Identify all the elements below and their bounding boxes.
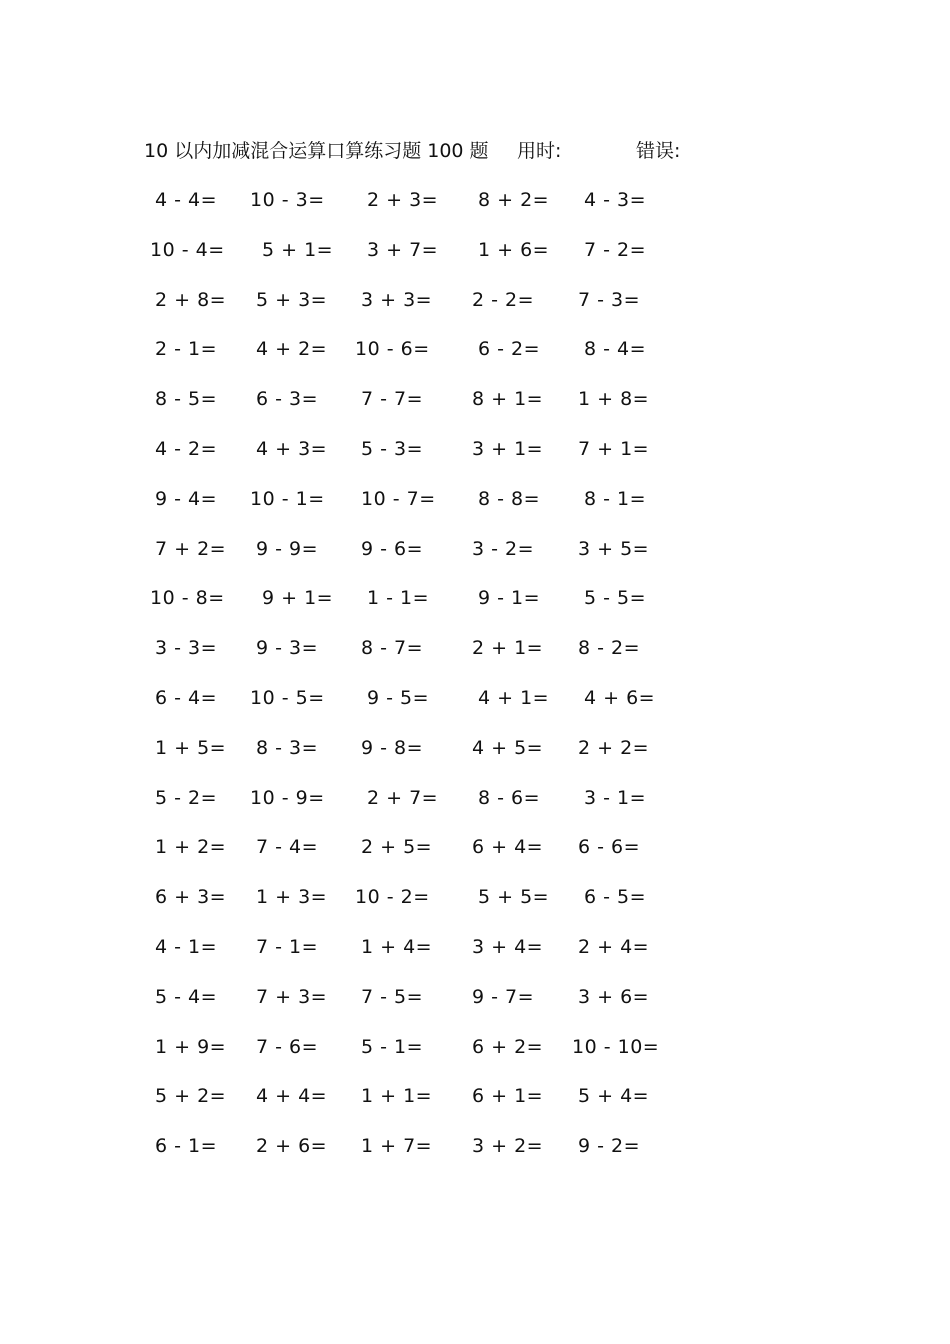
- problem-item: 4 + 4=: [256, 1085, 328, 1108]
- problem-item: 5 - 5=: [584, 587, 647, 610]
- problem-row: [0, 235, 950, 285]
- problem-item: 9 - 8=: [361, 736, 424, 759]
- problem-item: 1 + 3=: [256, 886, 328, 909]
- problem-grid: [0, 185, 950, 1181]
- problem-item: 6 + 4=: [472, 836, 544, 859]
- problem-item: 6 - 1=: [155, 1135, 218, 1158]
- problem-item: 8 - 2=: [578, 637, 641, 660]
- problem-item: 4 + 3=: [256, 437, 328, 460]
- problem-item: 4 + 2=: [256, 338, 328, 361]
- problem-item: 1 + 4=: [361, 935, 433, 958]
- problem-item: 7 + 2=: [155, 537, 227, 560]
- problem-item: 2 + 1=: [472, 637, 544, 660]
- problem-item: 2 + 8=: [155, 288, 227, 311]
- problem-item: 7 + 3=: [256, 985, 328, 1008]
- problem-item: 7 - 3=: [578, 288, 641, 311]
- problem-item: 7 + 1=: [578, 437, 650, 460]
- problem-item: 9 - 2=: [578, 1135, 641, 1158]
- problem-item: 1 + 2=: [155, 836, 227, 859]
- problem-row: [0, 783, 950, 833]
- problem-item: 3 - 1=: [584, 786, 647, 809]
- problem-item: 2 - 1=: [155, 338, 218, 361]
- problem-item: 3 - 3=: [155, 637, 218, 660]
- problem-item: 7 - 2=: [584, 238, 647, 261]
- problem-row: [0, 434, 950, 484]
- problem-item: 8 + 2=: [478, 189, 550, 211]
- problem-item: 4 - 2=: [155, 437, 218, 460]
- problem-item: 8 - 5=: [155, 388, 218, 411]
- problem-item: 1 + 6=: [478, 238, 550, 261]
- problem-item: 5 - 2=: [155, 786, 218, 809]
- problem-item: 1 + 8=: [578, 388, 650, 411]
- problem-item: 1 + 7=: [361, 1135, 433, 1158]
- problem-item: 3 + 6=: [578, 985, 650, 1008]
- problem-item: 1 + 9=: [155, 1035, 227, 1058]
- problem-item: 5 - 4=: [155, 985, 218, 1008]
- problem-item: 1 + 5=: [155, 736, 227, 759]
- problem-item: 8 - 3=: [256, 736, 319, 759]
- problem-row: [0, 982, 950, 1032]
- problem-row: [0, 285, 950, 335]
- problem-item: 4 - 3=: [584, 189, 647, 211]
- problem-item: 7 - 7=: [361, 388, 424, 411]
- problem-row: [0, 882, 950, 932]
- problem-row: [0, 683, 950, 733]
- problem-item: 3 + 7=: [367, 238, 439, 261]
- problem-item: 2 + 3=: [367, 189, 439, 211]
- problem-item: 10 - 7=: [361, 487, 436, 510]
- time-used-label: 用时:: [517, 140, 562, 162]
- problem-item: 5 + 3=: [256, 288, 328, 311]
- problem-item: 6 - 2=: [478, 338, 541, 361]
- problem-item: 6 + 1=: [472, 1085, 544, 1108]
- problem-item: 4 - 4=: [155, 189, 218, 211]
- problem-row: [0, 1131, 950, 1181]
- problem-row: [0, 832, 950, 882]
- problem-item: 6 + 2=: [472, 1035, 544, 1058]
- problem-item: 8 - 1=: [584, 487, 647, 510]
- problem-item: 9 + 1=: [262, 587, 334, 610]
- problem-item: 5 - 3=: [361, 437, 424, 460]
- problem-item: 1 + 1=: [361, 1085, 433, 1108]
- problem-item: 9 - 5=: [367, 686, 430, 709]
- problem-row: [0, 733, 950, 783]
- problem-item: 4 + 6=: [584, 686, 656, 709]
- problem-item: 10 - 1=: [250, 487, 325, 510]
- problem-item: 3 + 3=: [361, 288, 433, 311]
- problem-item: 6 - 5=: [584, 886, 647, 909]
- problem-item: 10 - 6=: [355, 338, 430, 361]
- problem-item: 8 - 4=: [584, 338, 647, 361]
- problem-row: [0, 1032, 950, 1082]
- problem-item: 6 - 6=: [578, 836, 641, 859]
- problem-item: 2 + 2=: [578, 736, 650, 759]
- problem-row: [0, 583, 950, 633]
- problem-item: 3 + 2=: [472, 1135, 544, 1158]
- problem-item: 5 + 1=: [262, 238, 334, 261]
- problem-item: 7 - 5=: [361, 985, 424, 1008]
- problem-item: 5 + 2=: [155, 1085, 227, 1108]
- problem-item: 7 - 1=: [256, 935, 319, 958]
- problem-item: 3 + 5=: [578, 537, 650, 560]
- problem-item: 10 - 8=: [150, 587, 225, 610]
- problem-item: 10 - 3=: [250, 189, 325, 211]
- problem-row: [0, 185, 950, 235]
- problem-item: 4 + 5=: [472, 736, 544, 759]
- problem-item: 7 - 4=: [256, 836, 319, 859]
- problem-item: 3 + 1=: [472, 437, 544, 460]
- problem-item: 10 - 4=: [150, 238, 225, 261]
- problem-row: [0, 633, 950, 683]
- problem-item: 9 - 4=: [155, 487, 218, 510]
- problem-item: 6 + 3=: [155, 886, 227, 909]
- problem-row: [0, 932, 950, 982]
- problem-item: 6 - 3=: [256, 388, 319, 411]
- problem-item: 9 - 7=: [472, 985, 535, 1008]
- problem-item: 5 - 1=: [361, 1035, 424, 1058]
- problem-row: [0, 534, 950, 584]
- problem-item: 10 - 10=: [572, 1035, 660, 1058]
- problem-item: 3 + 4=: [472, 935, 544, 958]
- worksheet-title: 10 以内加减混合运算口算练习题 100 题: [144, 140, 489, 162]
- problem-item: 9 - 6=: [361, 537, 424, 560]
- problem-item: 9 - 9=: [256, 537, 319, 560]
- problem-item: 8 + 1=: [472, 388, 544, 411]
- problem-item: 5 + 4=: [578, 1085, 650, 1108]
- problem-item: 2 + 7=: [367, 786, 439, 809]
- worksheet-header: [0, 136, 950, 166]
- problem-item: 2 + 4=: [578, 935, 650, 958]
- problem-item: 1 - 1=: [367, 587, 430, 610]
- problem-row: [0, 384, 950, 434]
- problem-row: [0, 334, 950, 384]
- problem-item: 10 - 5=: [250, 686, 325, 709]
- problem-item: 8 - 7=: [361, 637, 424, 660]
- problem-item: 10 - 9=: [250, 786, 325, 809]
- problem-item: 8 - 8=: [478, 487, 541, 510]
- problem-item: 4 - 1=: [155, 935, 218, 958]
- problem-item: 9 - 1=: [478, 587, 541, 610]
- problem-item: 7 - 6=: [256, 1035, 319, 1058]
- problem-item: 2 - 2=: [472, 288, 535, 311]
- problem-row: [0, 1081, 950, 1131]
- problem-item: 8 - 6=: [478, 786, 541, 809]
- problem-item: 6 - 4=: [155, 686, 218, 709]
- problem-item: 2 + 6=: [256, 1135, 328, 1158]
- errors-label: 错误:: [636, 140, 681, 162]
- problem-item: 9 - 3=: [256, 637, 319, 660]
- problem-row: [0, 484, 950, 534]
- problem-item: 3 - 2=: [472, 537, 535, 560]
- problem-item: 5 + 5=: [478, 886, 550, 909]
- problem-item: 4 + 1=: [478, 686, 550, 709]
- problem-item: 10 - 2=: [355, 886, 430, 909]
- problem-item: 2 + 5=: [361, 836, 433, 859]
